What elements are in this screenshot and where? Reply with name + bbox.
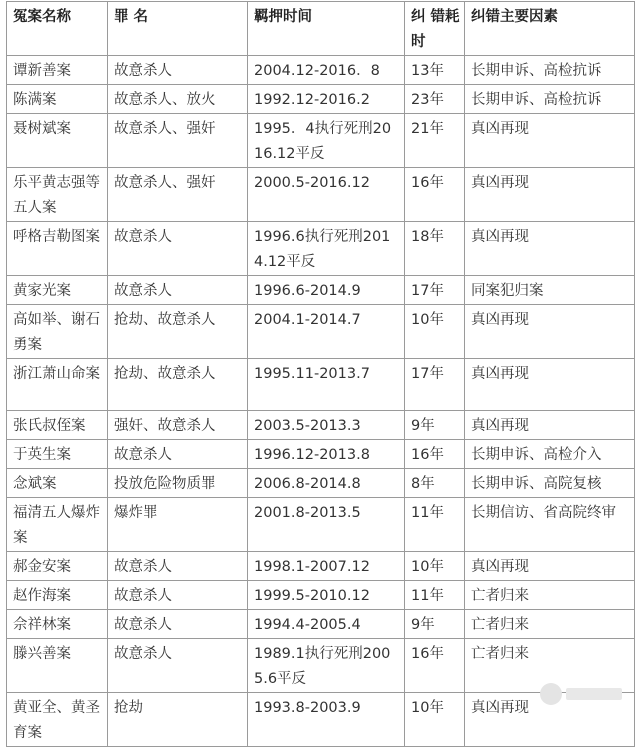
cell-correction-duration: 11年 <box>405 498 465 552</box>
cell-correction-factor: 真凶再现 <box>465 693 635 747</box>
cell-charge: 抢劫、故意杀人 <box>108 359 248 411</box>
cell-correction-factor: 长期申诉、高院复核 <box>465 469 635 498</box>
cell-case-name: 谭新善案 <box>7 56 108 85</box>
cell-case-name: 聂树斌案 <box>7 114 108 168</box>
cell-case-name: 念斌案 <box>7 469 108 498</box>
table-row <box>7 56 635 85</box>
cell-detention-period: 1996.6执行死刑2014.12平反 <box>248 222 405 276</box>
table-row <box>7 85 635 114</box>
cell-case-name: 张氏叔侄案 <box>7 411 108 440</box>
cell-correction-factor: 真凶再现 <box>465 305 635 359</box>
table-row <box>7 610 635 639</box>
cell-correction-factor: 真凶再现 <box>465 168 635 222</box>
cell-case-name: 于英生案 <box>7 440 108 469</box>
cell-correction-duration: 17年 <box>405 276 465 305</box>
cell-correction-factor: 亡者归来 <box>465 639 635 693</box>
table-row <box>7 498 635 552</box>
cell-detention-period: 1993.8-2003.9 <box>248 693 405 747</box>
cell-correction-duration: 10年 <box>405 693 465 747</box>
cell-correction-factor: 长期信访、省高院终审 <box>465 498 635 552</box>
cell-charge: 爆炸罪 <box>108 498 248 552</box>
cell-detention-period: 2004.1-2014.7 <box>248 305 405 359</box>
cell-correction-duration: 13年 <box>405 56 465 85</box>
cell-correction-factor: 真凶再现 <box>465 222 635 276</box>
cell-correction-factor: 亡者归来 <box>465 581 635 610</box>
cell-correction-duration: 9年 <box>405 610 465 639</box>
cell-charge: 故意杀人、强奸 <box>108 114 248 168</box>
cell-charge: 故意杀人 <box>108 581 248 610</box>
cell-charge: 故意杀人 <box>108 440 248 469</box>
cell-charge: 抢劫 <box>108 693 248 747</box>
cell-detention-period: 1994.4-2005.4 <box>248 610 405 639</box>
cell-detention-period: 2001.8-2013.5 <box>248 498 405 552</box>
table-row <box>7 552 635 581</box>
cell-charge: 故意杀人、强奸 <box>108 168 248 222</box>
cell-case-name: 黄亚全、黄圣育案 <box>7 693 108 747</box>
cell-case-name: 陈满案 <box>7 85 108 114</box>
header-charge: 罪 名 <box>108 2 248 56</box>
table-row <box>7 222 635 276</box>
cell-correction-duration: 16年 <box>405 639 465 693</box>
cell-detention-period: 1996.6-2014.9 <box>248 276 405 305</box>
cell-detention-period: 1996.12-2013.8 <box>248 440 405 469</box>
cell-charge: 抢劫、故意杀人 <box>108 305 248 359</box>
cell-detention-period: 1989.1执行死刑2005.6平反 <box>248 639 405 693</box>
cell-detention-period: 1995．4执行死刑2016.12平反 <box>248 114 405 168</box>
cell-case-name: 高如举、谢石勇案 <box>7 305 108 359</box>
table-row <box>7 469 635 498</box>
table-row <box>7 411 635 440</box>
cell-case-name: 滕兴善案 <box>7 639 108 693</box>
cell-case-name: 郝金安案 <box>7 552 108 581</box>
header-correction-duration: 纠 错耗时 <box>405 2 465 56</box>
cell-correction-duration: 16年 <box>405 168 465 222</box>
table-row <box>7 359 635 411</box>
cell-detention-period: 1998.1-2007.12 <box>248 552 405 581</box>
cell-case-name: 乐平黄志强等五人案 <box>7 168 108 222</box>
cell-correction-duration: 23年 <box>405 85 465 114</box>
cell-detention-period: 1999.5-2010.12 <box>248 581 405 610</box>
table-row <box>7 581 635 610</box>
cell-correction-factor: 真凶再现 <box>465 552 635 581</box>
cell-correction-duration: 8年 <box>405 469 465 498</box>
header-case-name: 冤案名称 <box>7 2 108 56</box>
watermark-mark <box>566 688 622 700</box>
cell-correction-duration: 17年 <box>405 359 465 411</box>
cell-correction-factor: 真凶再现 <box>465 359 635 411</box>
watermark-logo <box>540 680 632 708</box>
cell-correction-duration: 16年 <box>405 440 465 469</box>
cell-detention-period: 2000.5-2016.12 <box>248 168 405 222</box>
cell-correction-duration: 18年 <box>405 222 465 276</box>
cell-case-name: 赵作海案 <box>7 581 108 610</box>
cell-charge: 故意杀人 <box>108 639 248 693</box>
cell-charge: 故意杀人 <box>108 552 248 581</box>
watermark-icon <box>540 683 562 705</box>
header-correction-factor: 纠错主要因素 <box>465 2 635 56</box>
cell-charge: 故意杀人 <box>108 610 248 639</box>
header-row <box>7 2 635 56</box>
cell-correction-factor: 长期申诉、高检介入 <box>465 440 635 469</box>
wrongful-convictions-table <box>6 1 635 747</box>
cell-correction-factor: 真凶再现 <box>465 114 635 168</box>
cell-charge: 投放危险物质罪 <box>108 469 248 498</box>
cell-case-name: 浙江萧山命案 <box>7 359 108 411</box>
header-detention-period: 羁押时间 <box>248 2 405 56</box>
cell-charge: 故意杀人 <box>108 276 248 305</box>
cell-detention-period: 1992.12-2016.2 <box>248 85 405 114</box>
cell-charge: 故意杀人、放火 <box>108 85 248 114</box>
cell-correction-factor: 亡者归来 <box>465 610 635 639</box>
table-row <box>7 168 635 222</box>
cell-correction-duration: 9年 <box>405 411 465 440</box>
cell-detention-period: 2004.12-2016．8 <box>248 56 405 85</box>
cell-correction-duration: 11年 <box>405 581 465 610</box>
cell-correction-factor: 真凶再现 <box>465 411 635 440</box>
cell-case-name: 福清五人爆炸案 <box>7 498 108 552</box>
table-row <box>7 276 635 305</box>
cell-correction-duration: 21年 <box>405 114 465 168</box>
table-row <box>7 305 635 359</box>
cell-correction-duration: 10年 <box>405 552 465 581</box>
cell-case-name: 佘祥林案 <box>7 610 108 639</box>
cell-detention-period: 1995.11-2013.7 <box>248 359 405 411</box>
cell-correction-factor: 长期申诉、高检抗诉 <box>465 85 635 114</box>
cell-correction-factor: 同案犯归案 <box>465 276 635 305</box>
cell-detention-period: 2003.5-2013.3 <box>248 411 405 440</box>
table-row <box>7 114 635 168</box>
cell-charge: 故意杀人 <box>108 56 248 85</box>
cell-charge: 故意杀人 <box>108 222 248 276</box>
cell-charge: 强奸、故意杀人 <box>108 411 248 440</box>
cell-case-name: 呼格吉勒图案 <box>7 222 108 276</box>
cell-correction-duration: 10年 <box>405 305 465 359</box>
table-row <box>7 440 635 469</box>
cell-correction-factor: 长期申诉、高检抗诉 <box>465 56 635 85</box>
cell-case-name: 黄家光案 <box>7 276 108 305</box>
cell-detention-period: 2006.8-2014.8 <box>248 469 405 498</box>
